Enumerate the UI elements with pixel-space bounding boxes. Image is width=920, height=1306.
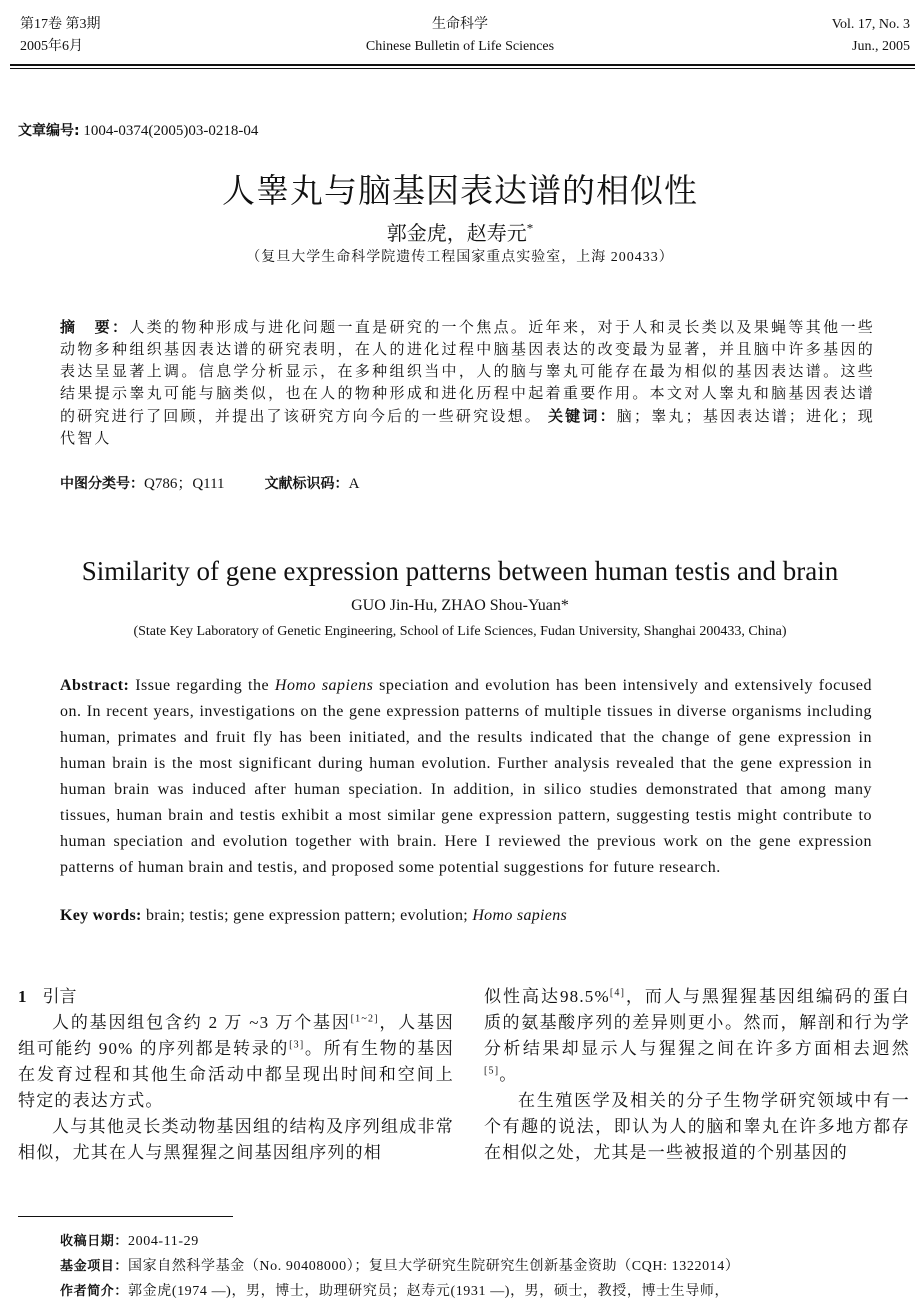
body-paragraph: [18, 1010, 454, 1114]
en-keywords: [60, 907, 567, 925]
en-keywords-species: Homo sapiens: [472, 907, 568, 924]
header-date: 2005年6月: [20, 39, 83, 54]
header-journal-name: [0, 14, 920, 58]
footnote-label: 作者简介：: [60, 1284, 129, 1299]
body-column-right: [484, 984, 910, 1166]
header-date-en: Jun., 2005: [852, 39, 910, 54]
footnote-received: [60, 1229, 739, 1254]
en-authors: GUO Jin-Hu, ZHAO Shou-Yuan*: [351, 597, 569, 614]
body-paragraph: 在生殖医学及相关的分子生物学研究领域中有一个有趣的说法，即认为人的脑和睾丸在许多地方都存在相似之处，尤其是一些被报道的个别基因的: [484, 1091, 910, 1162]
footnote-text: 国家自然科学基金（No. 90408000）；复旦大学研究生院研究生创新基金资助（CQH: 1322014）: [128, 1259, 740, 1274]
cn-keywords: 脑；睾丸；基因表达谱；进化；现代智人: [60, 409, 875, 447]
header-issue-info-en: [832, 14, 910, 58]
header-volume-issue: 第17卷 第3期: [20, 17, 101, 32]
footnote-text: 郭金虎(1974 —)，男，博士，助理研究员；赵寿元(1931 —)，男，硕士，教授，博士生导师，: [128, 1284, 730, 1299]
en-abstract-species: Homo sapiens: [274, 677, 374, 694]
body-paragraph: [484, 984, 910, 1088]
body-column-left: [18, 984, 454, 1166]
en-keywords-list: brain; testis; gene expression pattern; evolution;: [145, 907, 473, 924]
en-abstract-label: Abstract:: [60, 677, 130, 694]
cn-abstract-text: 人类的物种形成与进化问题一直是研究的一个焦点。近年来，对于人和灵长类以及果蝇等其他一些动物多种组织基因表达谱的研究表明，在人的进化过程中脑基因表达的改变最为显著，并且脑中许多基因的表达呈显著上调。信息学分析显示，在多种组织当中，人的脑与睾丸可能存在最为相似的基因表达谱。这些结果提示睾丸可能与脑类似，也在人的物种形成和进化历程中起着重要作用。本文对人睾丸和脑基因表达谱的研究进行了回顾，并提出了该研究方向今后的一些研究设想。: [60, 320, 875, 425]
journal-name-cn: 生命科学: [432, 17, 488, 32]
footnote-label: 基金项目：: [60, 1259, 129, 1274]
section-number: 1: [18, 987, 27, 1006]
cn-abstract: [60, 316, 875, 450]
footnotes: [60, 1229, 739, 1304]
text-run: 。所有生物的基因在发育过程和其他生命活动中都呈现出时间和空间上特定的表达方式。: [18, 1039, 454, 1110]
doc-code-value: A: [348, 476, 360, 492]
cn-author-names: 郭金虎，赵寿元: [386, 223, 527, 245]
header-rule-thin: [10, 68, 915, 69]
citation-link[interactable]: [3]: [289, 1039, 305, 1051]
section-title: 引言: [42, 987, 77, 1007]
text-run: ，人基因组可能约 90% 的序列都是转录的: [18, 1013, 454, 1058]
text-run: 。: [499, 1065, 518, 1084]
footnote-authors: [60, 1279, 739, 1304]
en-abstract: [60, 673, 872, 881]
en-affiliation: (State Key Laboratory of Genetic Engineering, School of Life Sciences, Fudan University, Shanghai 200433, China): [133, 624, 787, 639]
header-rule-thick: [10, 64, 915, 66]
cn-keywords-label: 关键词：: [547, 407, 617, 425]
corresponding-author-mark: *: [526, 220, 534, 236]
text-run: ，而人与黑猩猩基因组编码的蛋白质的氨基酸序列的差异则更小。然而，解剖和行为学分析结果却显示人与猩猩之间在许多方面相去迥然: [484, 987, 910, 1058]
clc-value: Q786；Q111: [144, 476, 225, 492]
footnote-rule: [18, 1216, 233, 1217]
footnote-text: 2004-11-29: [128, 1234, 199, 1249]
article-number-label: 文章编号:: [18, 123, 80, 139]
footnote-label: 收稿日期：: [60, 1234, 129, 1249]
en-keywords-label: Key words:: [60, 907, 142, 924]
cn-abstract-label: 摘 要：: [60, 318, 130, 336]
en-title: Similarity of gene expression patterns between human testis and brain: [81, 556, 839, 586]
cn-authors: [0, 217, 920, 246]
text-run: 似性高达98.5%: [484, 987, 610, 1006]
doc-code-label: 文献标识码：: [264, 476, 349, 492]
journal-name-en: Chinese Bulletin of Life Sciences: [365, 39, 555, 54]
cn-title: 人睾丸与脑基因表达谱的相似性: [222, 171, 698, 210]
clc-label: 中图分类号：: [60, 476, 144, 492]
article-number-value: 1004-0374(2005)03-0218-04: [83, 123, 259, 139]
section-heading: [18, 984, 454, 1010]
cn-affiliation: （复旦大学生命科学院遗传工程国家重点实验室，上海 200433）: [246, 250, 674, 265]
article-number: [18, 120, 258, 140]
en-abstract-pre: Issue regarding the: [135, 677, 275, 694]
text-run: 人的基因组包含约 2 万 ~3 万个基因: [52, 1013, 351, 1032]
body-paragraph: 人与其他灵长类动物基因组的结构及序列组成非常相似，尤其在人与黑猩猩之间基因组序列的相: [18, 1117, 454, 1162]
header-volume-issue-en: Vol. 17, No. 3: [831, 17, 910, 32]
citation-link[interactable]: [4]: [609, 987, 626, 999]
citation-link[interactable]: [5]: [484, 1065, 500, 1077]
citation-link[interactable]: [1~2]: [350, 1013, 379, 1025]
en-abstract-post: speciation and evolution has been intensively and extensively focused on. In recent years, investigations on the gene expression patterns of multiple tissues in diverse organisms including human, primates and fruit fly has been initiated, and the results indicated that the change of gene expression in human brain is the most significant during human evolution. Further analysis revealed that the gene expression in human brain was induced after human speciation. In addition, in silico studies demonstrated that among many tissues, human brain and testis exhibit a most similar gene expression pattern, suggesting testis might contribute to human speciation and evolution together with brain. Here I reviewed the previous work on the gene expression patterns of human brain and testis, and proposed some potential suggestions for future research.: [60, 677, 873, 876]
footnote-funding: [60, 1254, 739, 1279]
classification-line: [60, 472, 359, 493]
